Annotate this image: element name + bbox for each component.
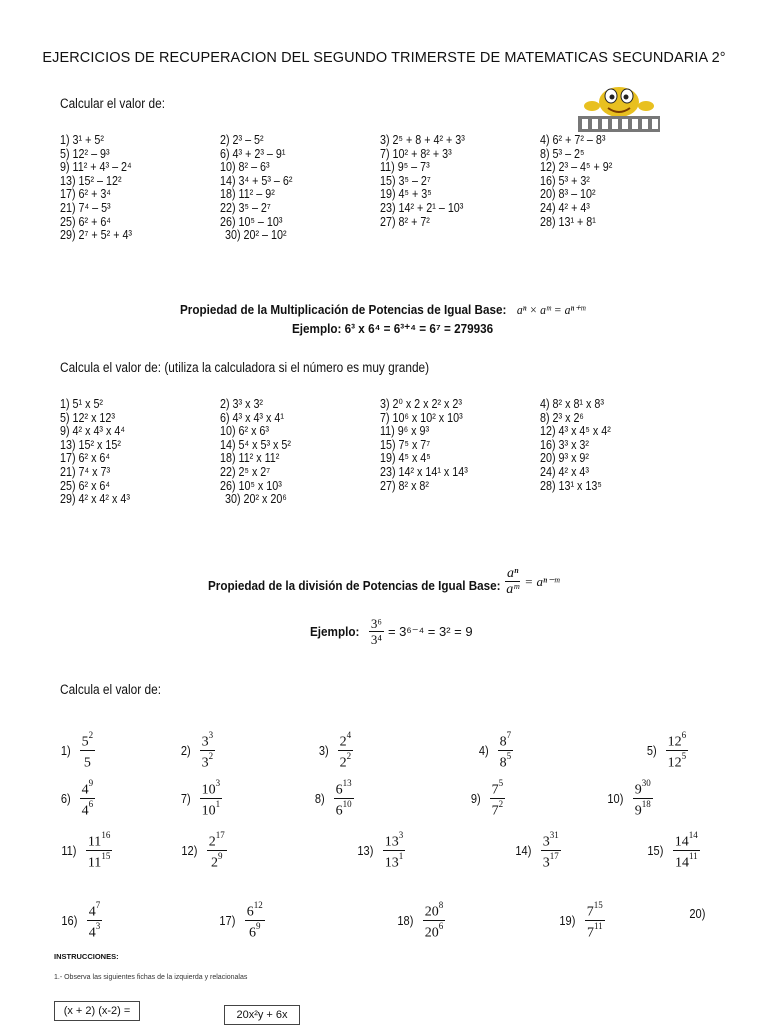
exercise-row	[60, 188, 700, 202]
fraction-item	[180, 730, 215, 770]
fraction-item-label: 2)	[180, 742, 191, 758]
fraction-denominator	[385, 851, 404, 871]
fraction-item-label: 13)	[357, 842, 374, 858]
fraction-item	[180, 830, 227, 870]
numerator-exponent: 15	[593, 900, 603, 910]
section3-instruction: Calcula el valor de:	[60, 682, 162, 697]
numerator-base: 9	[634, 782, 642, 798]
fraction-numerator	[80, 730, 96, 751]
exercise-cell: 20) 9³ x 9²	[540, 451, 589, 466]
denominator-base: 4	[81, 803, 89, 819]
denominator-base: 13	[384, 855, 399, 871]
fraction-item-label: 1)	[60, 742, 71, 758]
exercise-row	[60, 161, 700, 175]
exercise-cell: 23) 14² + 2¹ – 10³	[380, 200, 464, 215]
fraction-numerator	[338, 730, 354, 751]
exercise-cell: 2) 2³ – 5²	[220, 133, 264, 147]
denominator-exponent: 11	[688, 850, 698, 861]
numerator-base: 2	[208, 834, 216, 850]
numerator-exponent: 17	[215, 830, 225, 840]
fraction-denominator	[202, 751, 214, 771]
exercise-cell: 3) 2⁰ x 2 x 2² x 2³	[380, 397, 462, 411]
denominator-base: 6	[335, 803, 343, 819]
fraction-numerator	[245, 900, 265, 921]
exercise-cell: 12) 4³ x 4⁵ x 4²	[540, 424, 611, 439]
numerator-exponent: 6	[681, 730, 687, 740]
exercise-cell: 13) 15² – 12²	[60, 173, 122, 188]
fraction-item	[60, 730, 95, 770]
denominator-exponent: 5	[681, 750, 687, 761]
numerator-base: 6	[246, 904, 254, 920]
fraction-numerator	[541, 830, 561, 851]
exercise-row	[60, 412, 700, 426]
fraction	[87, 900, 103, 940]
fraction-item	[60, 778, 95, 818]
fraction-item-label: 10)	[607, 790, 624, 806]
numerator-base: 11	[87, 834, 102, 850]
denominator-base: 2	[211, 855, 219, 871]
fraction-item-label: 19)	[559, 912, 576, 928]
exercise-cell: 6) 4³ + 2³ – 9¹	[220, 146, 286, 161]
denominator-exponent: 10	[342, 798, 352, 809]
exercise-row	[60, 175, 700, 189]
fraction	[338, 730, 354, 770]
denominator-exponent: 17	[549, 850, 559, 861]
fraction-numerator	[498, 730, 514, 751]
numerator-exponent: 3	[208, 730, 214, 740]
denominator-exponent: 1	[398, 850, 404, 861]
exercise-cell: 25) 6² x 6⁴	[60, 478, 111, 493]
exercise-cell: 7) 10⁶ x 10² x 10³	[380, 410, 463, 425]
fraction-numerator	[86, 830, 112, 851]
numerator-base: 14	[674, 834, 689, 850]
fraction	[498, 730, 514, 770]
fraction	[666, 730, 689, 770]
exercise-row	[60, 439, 700, 453]
fraction-numerator	[80, 778, 96, 799]
exercise-cell: 18) 11² – 9²	[220, 187, 275, 202]
exercise-cell: 29) 4² x 4² x 4³	[60, 492, 130, 507]
fraction	[200, 730, 216, 770]
fraction-denominator	[88, 851, 110, 871]
numerator-exponent: 5	[498, 778, 504, 788]
fraction-item-label: 18)	[397, 912, 414, 928]
numerator-exponent: 3	[215, 778, 221, 788]
exercise-cell: 9) 11² + 4³ – 2⁴	[60, 160, 132, 175]
exercise-cell: 5) 12² – 9³	[60, 146, 110, 161]
div-example-denominator: 3⁴	[370, 632, 382, 647]
exercise-cell: 28) 13¹ x 13⁵	[540, 478, 602, 493]
exercise-cell: 9) 4² x 4³ x 4⁴	[60, 424, 125, 439]
div-example	[310, 616, 473, 647]
fraction-denominator	[425, 921, 444, 941]
fraction-numerator	[673, 830, 700, 851]
denominator-exponent: 9	[218, 850, 223, 861]
exercise-cell: 25) 6² + 6⁴	[60, 214, 111, 229]
fraction-numerator	[383, 830, 406, 851]
div-formula-denominator: aᵐ	[506, 582, 520, 597]
numerator-base: 4	[81, 782, 89, 798]
exercise-row	[60, 480, 700, 494]
denominator-exponent: 15	[101, 850, 111, 861]
fraction-numerator	[490, 778, 506, 799]
exercise-cell: 20) 8³ – 10²	[540, 187, 596, 202]
section1-instruction: Calcular el valor de:	[60, 96, 165, 111]
exercise-cell: 12) 2³ – 4⁵ + 9²	[540, 160, 613, 175]
mult-property-formula: aⁿ × aᵐ = aⁿ⁺ᵐ	[516, 302, 586, 317]
fraction-item	[514, 830, 561, 870]
numerator-base: 20	[424, 904, 439, 920]
exercise-row	[60, 493, 700, 507]
denominator-exponent: 9	[256, 920, 261, 931]
exercise-cell: 19) 4⁵ + 3⁵	[380, 187, 432, 202]
exercise-cell: 27) 8² + 7²	[380, 214, 430, 229]
fraction-denominator	[635, 799, 651, 819]
numerator-exponent: 4	[346, 730, 352, 740]
fraction	[490, 778, 506, 818]
div-property-heading: Propiedad de la división de Potencias de Igual Base:	[208, 578, 501, 593]
exercise-cell: 10) 6² x 6³	[220, 424, 269, 439]
fraction-item	[180, 778, 222, 818]
exercise-cell: 15) 3⁵ – 2⁷	[380, 173, 431, 188]
fraction-item-label: 9)	[470, 790, 481, 806]
denominator-exponent: 5	[506, 750, 512, 761]
exercise-row	[60, 425, 700, 439]
exercise-cell: 21) 7⁴ x 7³	[60, 464, 111, 479]
fraction	[80, 778, 96, 818]
exercise-cell: 10) 8² – 6³	[220, 160, 270, 175]
denominator-base: 20	[424, 925, 439, 941]
denominator-base: 4	[88, 925, 96, 941]
exercise-cell: 30) 20² – 10²	[225, 228, 287, 243]
fraction-denominator	[84, 751, 91, 771]
exercise-row	[60, 466, 700, 480]
denominator-base: 7	[586, 925, 594, 941]
numerator-exponent: 12	[253, 900, 263, 910]
page-title: EJERCICIOS DE RECUPERACION DEL SEGUNDO TRIMERSTE DE MATEMATICAS SECUNDARIA 2°	[42, 50, 726, 66]
denominator-base: 11	[87, 855, 102, 871]
exercise-cell: 13) 15² x 15²	[60, 437, 121, 452]
exercise-row	[60, 229, 700, 243]
numerator-exponent: 30	[641, 778, 651, 788]
fraction-item	[606, 778, 653, 818]
cartoon-mascot-icon	[578, 84, 660, 134]
fraction-numerator	[334, 778, 354, 799]
exercise-row	[60, 216, 700, 230]
matching-card-left: (x + 2) (x-2) =	[54, 1001, 140, 1021]
numerator-base: 12	[667, 734, 682, 750]
numerator-exponent: 31	[549, 830, 559, 840]
numerator-base: 8	[499, 734, 507, 750]
section2-instruction: Calcula el valor de: (utiliza la calculadora si el número es muy grande)	[60, 360, 430, 375]
fraction	[334, 778, 354, 818]
fraction	[633, 778, 653, 818]
exercise-cell: 3) 2⁵ + 8 + 4² + 3³	[380, 133, 465, 147]
numerator-exponent: 7	[95, 900, 101, 910]
exercise-cell: 6) 4³ x 4³ x 4¹	[220, 410, 284, 425]
fraction-item	[314, 778, 354, 818]
fraction-item-20-label: 20)	[689, 906, 706, 921]
denominator-base: 3	[542, 855, 550, 871]
exercise-cell: 8) 2³ x 2⁶	[540, 410, 584, 425]
denominator-base: 2	[339, 755, 347, 771]
denominator-exponent: 2	[346, 750, 352, 761]
exercise-cell: 5) 12² x 12³	[60, 410, 115, 425]
fraction-item	[470, 778, 505, 818]
exercise-cell: 28) 13¹ + 8¹	[540, 214, 596, 229]
exercise-cell: 23) 14² x 14¹ x 14³	[380, 464, 468, 479]
fraction	[200, 778, 223, 818]
div-example-numerator: 3⁶	[370, 616, 382, 631]
fraction-item-label: 12)	[181, 842, 198, 858]
numerator-base: 10	[201, 782, 216, 798]
numerator-exponent: 8	[438, 900, 444, 910]
numerator-exponent: 3	[398, 830, 404, 840]
fraction-denominator	[211, 851, 223, 871]
fraction-item-label: 5)	[646, 742, 657, 758]
denominator-exponent: 2	[498, 798, 504, 809]
fraction	[673, 830, 700, 870]
fraction-item-label: 16)	[61, 912, 78, 928]
fraction-item	[60, 900, 102, 940]
fraction	[80, 730, 96, 770]
fraction	[585, 900, 605, 940]
exercise-cell: 17) 6² + 3⁴	[60, 187, 111, 202]
fraction	[383, 830, 406, 870]
denominator-exponent: 6	[88, 798, 94, 809]
numerator-base: 5	[81, 734, 89, 750]
numerator-base: 2	[339, 734, 347, 750]
numerator-base: 3	[542, 834, 550, 850]
exercise-cell: 14) 5⁴ x 5³ x 5²	[220, 437, 291, 452]
fraction-denominator	[492, 799, 504, 819]
fraction-item-label: 14)	[515, 842, 532, 858]
numerator-exponent: 7	[506, 730, 512, 740]
exercise-row	[60, 134, 700, 148]
fraction-numerator	[200, 778, 223, 799]
fraction	[86, 830, 112, 870]
fraction-item	[396, 900, 445, 940]
exercise-cell: 4) 6² + 7² – 8³	[540, 133, 606, 147]
exercise-cell: 22) 3⁵ – 2⁷	[220, 200, 271, 215]
fraction-denominator	[249, 921, 261, 941]
numerator-base: 6	[335, 782, 343, 798]
fraction-item	[646, 830, 700, 870]
instructions-heading: INSTRUCCIONES:	[54, 952, 119, 961]
numerator-base: 7	[491, 782, 499, 798]
fraction-item-label: 17)	[219, 912, 236, 928]
exercise-cell: 11) 9⁵ – 7³	[380, 160, 430, 175]
div-formula-numerator: aⁿ	[507, 566, 519, 581]
fraction-item-label: 3)	[318, 742, 329, 758]
fraction-item	[218, 900, 265, 940]
exercise-cell: 22) 2⁵ x 2⁷	[220, 464, 271, 479]
fraction-denominator	[82, 799, 94, 819]
exercise-row	[60, 202, 700, 216]
mult-property-text: Propiedad de la Multiplicación de Potencias de Igual Base:	[180, 302, 507, 317]
exercise-cell: 15) 7⁵ x 7⁷	[380, 437, 431, 452]
numerator-base: 13	[384, 834, 399, 850]
exercise-cell: 26) 10⁵ x 10³	[220, 478, 282, 493]
mult-property-heading	[180, 302, 585, 318]
exercise-cell: 30) 20² x 20⁶	[225, 492, 287, 507]
fraction-numerator	[200, 730, 216, 751]
denominator-exponent: 11	[593, 920, 603, 931]
exercise-row	[60, 148, 700, 162]
fraction	[423, 900, 446, 940]
fraction-numerator	[207, 830, 227, 851]
fraction-denominator	[500, 751, 512, 771]
section2-exercise-grid	[60, 398, 700, 507]
exercise-cell: 1) 5¹ x 5²	[60, 397, 104, 411]
fraction-item	[478, 730, 513, 770]
fraction-denominator	[89, 921, 101, 941]
exercise-cell: 16) 3³ x 3²	[540, 437, 589, 452]
exercise-cell: 11) 9⁶ x 9³	[380, 424, 430, 439]
denominator-base: 3	[201, 755, 209, 771]
fraction-denominator	[675, 851, 698, 871]
instructions-line: 1.- Observa las siguientes fichas de la izquierda y relacionalas	[54, 974, 248, 981]
denominator-base: 12	[667, 755, 682, 771]
fraction-item	[558, 900, 605, 940]
exercise-cell: 21) 7⁴ – 5³	[60, 200, 111, 215]
div-example-label: Ejemplo:	[310, 624, 360, 639]
section1-exercise-grid	[60, 134, 700, 243]
fraction-denominator	[202, 799, 221, 819]
fraction-numerator	[423, 900, 446, 921]
fraction-denominator	[340, 751, 352, 771]
numerator-exponent: 13	[342, 778, 352, 788]
denominator-base: 10	[201, 803, 216, 819]
numerator-base: 3	[201, 734, 209, 750]
fraction-denominator	[336, 799, 352, 819]
fraction-denominator	[543, 851, 559, 871]
denominator-base: 5	[83, 755, 91, 771]
exercise-cell: 14) 3⁴ + 5³ – 6²	[220, 173, 293, 188]
denominator-exponent: 6	[438, 920, 444, 931]
exercise-cell: 24) 4² x 4³	[540, 464, 589, 479]
exercise-cell: 26) 10⁵ – 10³	[220, 214, 283, 229]
exercise-cell: 19) 4⁵ x 4⁵	[380, 451, 431, 466]
exercise-cell: 29) 2⁷ + 5² + 4³	[60, 228, 133, 243]
denominator-exponent: 18	[641, 798, 651, 809]
fraction-item	[60, 830, 112, 870]
exercise-cell: 1) 3¹ + 5²	[60, 133, 104, 147]
exercise-cell: 16) 5³ + 3²	[540, 173, 590, 188]
numerator-exponent: 16	[101, 830, 111, 840]
numerator-base: 7	[586, 904, 594, 920]
numerator-base: 4	[88, 904, 96, 920]
fraction-item-label: 8)	[314, 790, 325, 806]
fraction-item	[646, 730, 688, 770]
fraction-item-label: 6)	[60, 790, 71, 806]
exercise-cell: 17) 6² x 6⁴	[60, 451, 111, 466]
denominator-exponent: 2	[208, 750, 214, 761]
div-property-formula	[505, 566, 559, 597]
fraction-item-label: 4)	[478, 742, 489, 758]
fraction	[207, 830, 227, 870]
exercise-row	[60, 452, 700, 466]
exercise-cell: 4) 8² x 8¹ x 8³	[540, 397, 604, 411]
fraction-numerator	[87, 900, 103, 921]
fraction-item	[318, 730, 353, 770]
denominator-base: 14	[674, 855, 689, 871]
exercise-cell: 27) 8² x 8²	[380, 478, 429, 493]
div-example-rhs: = 3⁶⁻⁴ = 3² = 9	[387, 623, 473, 639]
fraction-item-label: 15)	[647, 842, 664, 858]
fraction-item	[356, 830, 405, 870]
div-formula-rhs: = aⁿ⁻ᵐ	[524, 573, 560, 589]
numerator-exponent: 9	[88, 778, 94, 788]
fraction-denominator	[587, 921, 603, 941]
fraction	[541, 830, 561, 870]
matching-card-right: 20x²y + 6x	[224, 1005, 300, 1025]
fraction-denominator	[668, 751, 687, 771]
numerator-exponent: 14	[688, 830, 698, 840]
denominator-exponent: 3	[95, 920, 101, 931]
denominator-base: 6	[249, 925, 257, 941]
exercise-cell: 24) 4² + 4³	[540, 200, 590, 215]
exercise-cell: 2) 3³ x 3²	[220, 397, 264, 411]
fraction-item-label: 7)	[180, 790, 191, 806]
div-formula-fraction	[505, 566, 520, 597]
fraction	[245, 900, 265, 940]
denominator-exponent: 1	[215, 798, 221, 809]
exercise-cell: 8) 5³ – 2⁵	[540, 146, 585, 161]
div-example-fraction	[369, 616, 384, 647]
exercise-row	[60, 398, 700, 412]
fraction-numerator	[585, 900, 605, 921]
exercise-cell: 18) 11² x 11²	[220, 451, 280, 466]
denominator-base: 9	[634, 803, 642, 819]
fraction-numerator	[666, 730, 689, 751]
fraction-item-label: 11)	[61, 842, 77, 858]
denominator-base: 8	[499, 755, 507, 771]
mult-example: Ejemplo: 6³ x 6⁴ = 6³⁺⁴ = 6⁷ = 279936	[292, 321, 494, 336]
fraction-numerator	[633, 778, 653, 799]
exercise-cell: 7) 10² + 8² + 3³	[380, 146, 452, 161]
denominator-base: 7	[491, 803, 499, 819]
numerator-exponent: 2	[88, 730, 94, 740]
